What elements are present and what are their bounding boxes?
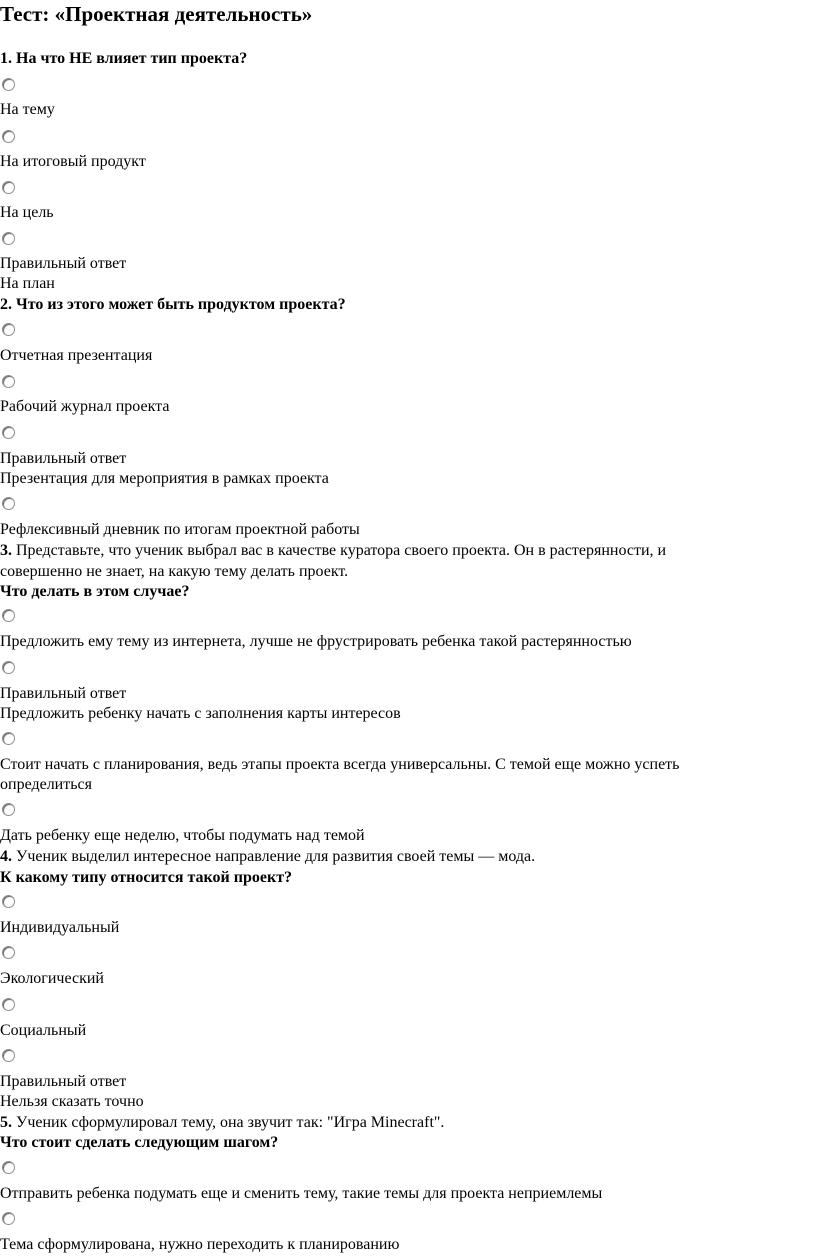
option-label-continued: определиться	[0, 776, 92, 793]
option-label: Нельзя сказать точно	[0, 1093, 144, 1110]
question-5-intro	[0, 1113, 800, 1133]
radio-button[interactable]	[2, 895, 15, 908]
option-label: На итоговый продукт	[0, 153, 146, 170]
option-label: На план	[0, 275, 55, 292]
option-label: Рабочий журнал проекта	[0, 398, 170, 415]
question-1	[0, 49, 800, 69]
question-number: 1.	[0, 50, 12, 67]
radio-button[interactable]	[2, 609, 15, 622]
correct-answer-label: Правильный ответ	[0, 1073, 127, 1090]
option-label: Экологический	[0, 970, 104, 987]
question-number: 4.	[0, 848, 12, 865]
question-intro: совершенно не знает, на какую тему делать проект.	[0, 563, 349, 580]
radio-button[interactable]	[2, 232, 15, 245]
question-4-intro	[0, 847, 800, 867]
radio-button[interactable]	[2, 661, 15, 674]
question-text: К какому типу относится такой проект?	[0, 869, 293, 886]
radio-button[interactable]	[2, 323, 15, 336]
radio-button[interactable]	[2, 803, 15, 816]
question-text: На что НЕ влияет тип проекта?	[16, 50, 248, 67]
question-text: Что из этого может быть продуктом проекта?	[16, 296, 346, 313]
question-intro: Представьте, что ученик выбрал вас в качестве куратора своего проекта. Он в растерянности, и	[16, 542, 667, 559]
radio-button[interactable]	[2, 1161, 15, 1174]
radio-button[interactable]	[2, 375, 15, 388]
option-label: Социальный	[0, 1022, 87, 1039]
option-label: Предложить ребенку начать с заполнения карты интересов	[0, 705, 401, 722]
option-label: Презентация для мероприятия в рамках проекта	[0, 470, 329, 487]
correct-answer-label: Правильный ответ	[0, 685, 127, 702]
option-label: Рефлексивный дневник по итогам проектной работы	[0, 521, 360, 538]
correct-answer-label: Правильный ответ	[0, 450, 127, 467]
radio-button[interactable]	[2, 78, 15, 91]
question-2	[0, 295, 800, 315]
question-number: 2.	[0, 296, 12, 313]
question-3-intro	[0, 541, 800, 561]
radio-button[interactable]	[2, 946, 15, 959]
radio-button[interactable]	[2, 1049, 15, 1062]
question-text: Что делать в этом случае?	[0, 583, 190, 600]
radio-button[interactable]	[2, 732, 15, 745]
radio-button[interactable]	[2, 497, 15, 510]
correct-answer-label: Правильный ответ	[0, 255, 127, 272]
option-label: Предложить ему тему из интернета, лучше не фрустрировать ребенка такой растерянностью	[0, 633, 632, 650]
option-label: На тему	[0, 101, 55, 118]
option-label: Дать ребенку еще неделю, чтобы подумать над темой	[0, 827, 365, 844]
document-title: Тест: «Проектная деятельность»	[0, 2, 313, 26]
option-label: На цель	[0, 204, 54, 221]
question-intro: Ученик сформулировал тему, она звучит так: "Игра Minecraft".	[16, 1114, 445, 1131]
option-label: Стоит начать с планирования, ведь этапы проекта всегда универсальны. С темой еще можно успеть	[0, 756, 680, 773]
radio-button[interactable]	[2, 181, 15, 194]
option-label: Индивидуальный	[0, 919, 120, 936]
radio-button[interactable]	[2, 426, 15, 439]
option-label: Тема сформулирована, нужно переходить к планированию	[0, 1236, 400, 1253]
radio-button[interactable]	[2, 1212, 15, 1225]
question-number: 3.	[0, 542, 12, 559]
option-label: Отправить ребенка подумать еще и сменить тему, такие темы для проекта неприемлемы	[0, 1185, 603, 1202]
question-text: Что стоит сделать следующим шагом?	[0, 1134, 279, 1151]
question-intro: Ученик выделил интересное направление для развития своей темы — мода.	[16, 848, 536, 865]
radio-button[interactable]	[2, 998, 15, 1011]
question-number: 5.	[0, 1114, 12, 1131]
radio-button[interactable]	[2, 130, 15, 143]
option-label: Отчетная презентация	[0, 347, 153, 364]
